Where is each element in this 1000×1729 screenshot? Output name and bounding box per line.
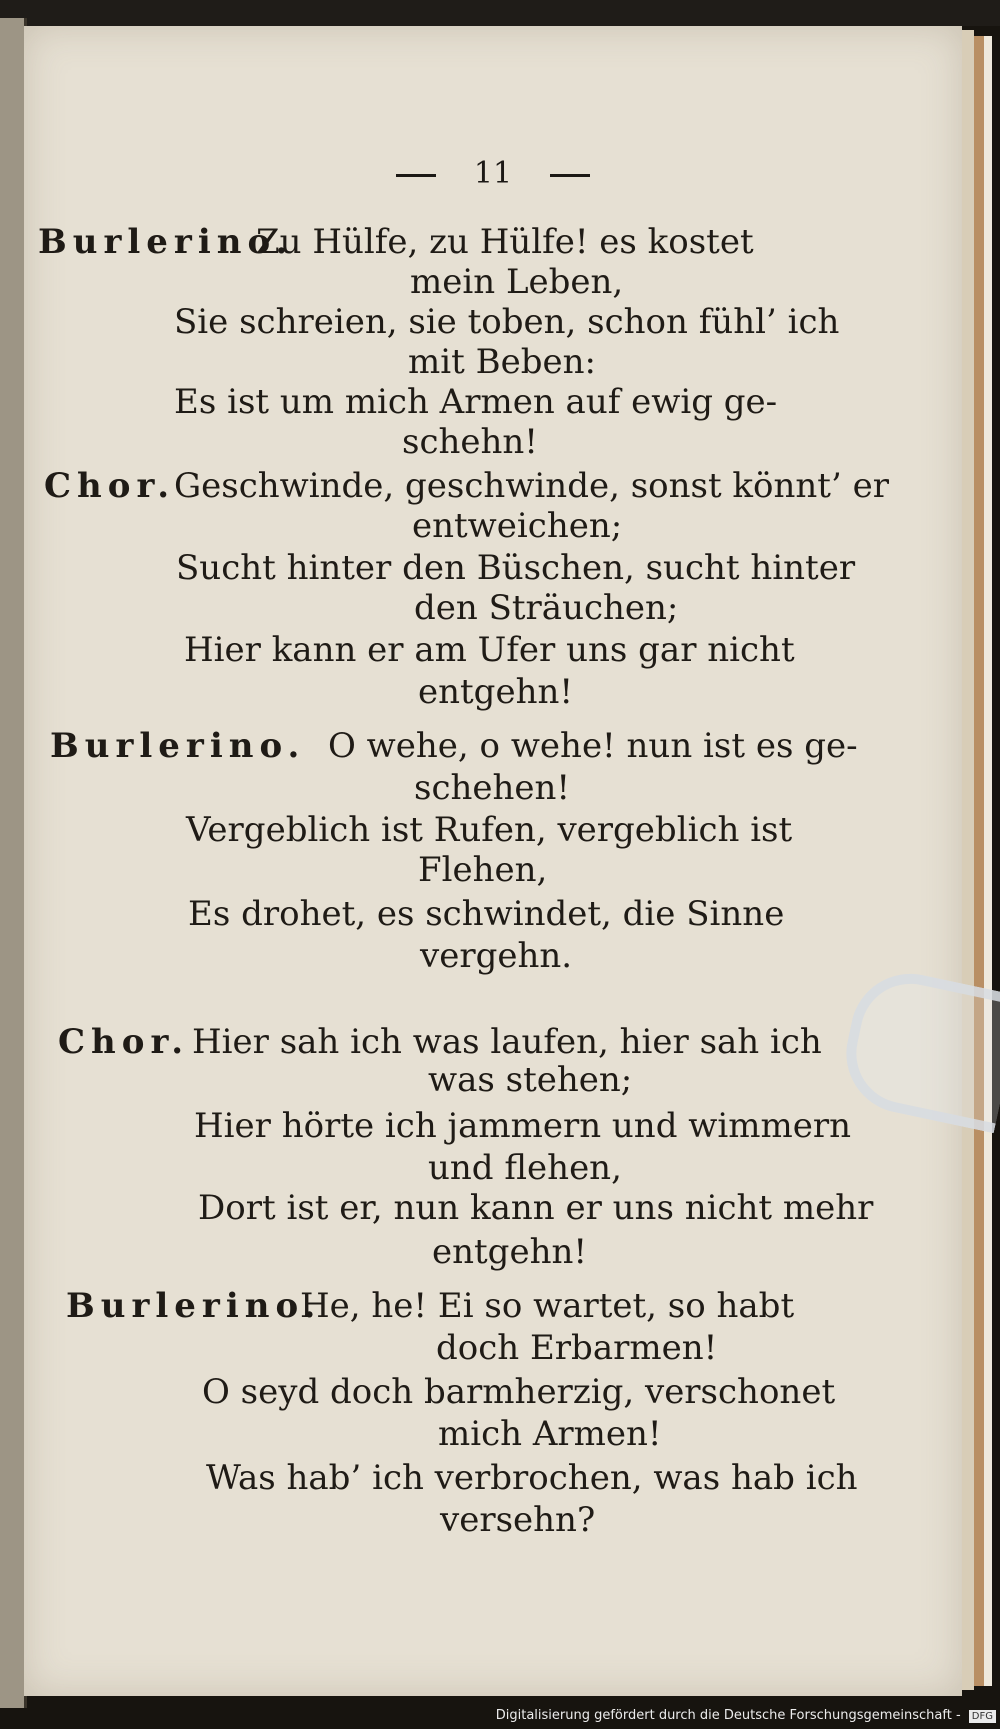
verse-line: Sie schreien, sie toben, schon fühl’ ich	[174, 302, 840, 342]
verse-line: und flehen,	[428, 1148, 622, 1188]
verse-line: Hier hörte ich jammern und wimmern	[194, 1106, 852, 1146]
page-stack-edge	[962, 30, 974, 1690]
page-number: 11	[473, 156, 513, 191]
speaker-label: Burlerino.	[50, 726, 306, 766]
verse-line: mich Armen!	[438, 1414, 662, 1454]
previous-page-edge	[0, 18, 27, 1708]
verse-line: Dort ist er, nun kann er uns nicht mehr	[198, 1188, 874, 1228]
dfg-logo: DFG	[969, 1710, 996, 1723]
verse-line: versehn?	[440, 1500, 596, 1540]
verse-line: Zu Hülfe, zu Hülfe! es kostet	[256, 222, 754, 262]
verse-text	[24, 26, 962, 1696]
verse-line: entgehn!	[432, 1232, 588, 1272]
verse-line: mein Leben,	[410, 262, 624, 302]
speaker-label: Burlerino.	[38, 222, 294, 262]
verse-line: Was hab’ ich verbrochen, was hab ich	[206, 1458, 858, 1498]
verse-line: Es ist um mich Armen auf ewig ge-	[174, 382, 778, 422]
book-page	[24, 26, 962, 1696]
verse-line: Geschwinde, geschwinde, sonst könnt’ er	[174, 466, 889, 506]
book-cover-edge	[974, 36, 984, 1686]
verse-line: vergehn.	[420, 936, 573, 976]
verse-line: schehn!	[402, 422, 538, 462]
credit-text: Digitalisierung gefördert durch die Deutsche Forschungsgemeinschaft -	[495, 1708, 961, 1723]
verse-line: Hier kann er am Ufer uns gar nicht	[184, 630, 795, 670]
scan-backdrop	[0, 0, 1000, 26]
verse-line: Sucht hinter den Büschen, sucht hinter	[176, 548, 856, 588]
speaker-label: Burlerino.	[66, 1286, 322, 1326]
verse-line: schehen!	[414, 768, 571, 808]
verse-line: Flehen,	[418, 850, 548, 890]
verse-line: mit Beben:	[408, 342, 596, 382]
verse-line: was stehen;	[428, 1060, 633, 1100]
speaker-label: Chor.	[58, 1022, 190, 1062]
page-stack-edge-outer	[984, 36, 992, 1686]
verse-line: entweichen;	[412, 506, 623, 546]
verse-line: Hier sah ich was laufen, hier sah ich	[192, 1022, 822, 1062]
digitization-credit	[0, 1708, 996, 1723]
speaker-label: Chor.	[44, 466, 176, 506]
verse-line: O wehe, o wehe! nun ist es ge-	[328, 726, 858, 766]
verse-line: doch Erbarmen!	[436, 1328, 718, 1368]
verse-line: den Sträuchen;	[414, 588, 679, 628]
verse-line: entgehn!	[418, 672, 574, 712]
verse-line: He, he! Ei so wartet, so habt	[300, 1286, 795, 1326]
verse-line: O seyd doch barmherzig, verschonet	[202, 1372, 836, 1412]
verse-line: Vergeblich ist Rufen, vergeblich ist	[186, 810, 793, 850]
verse-line: Es drohet, es schwindet, die Sinne	[188, 894, 785, 934]
